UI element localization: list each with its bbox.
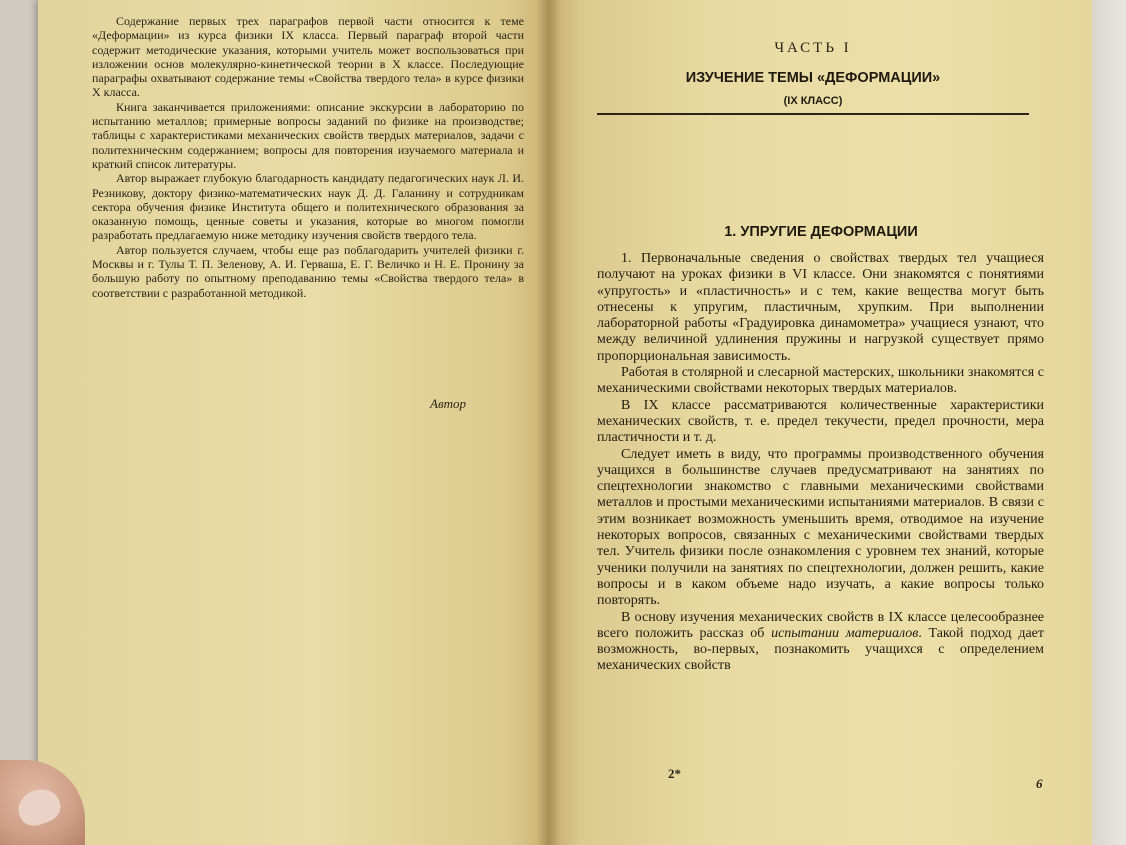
page-number: 6 [1036, 776, 1043, 791]
class-title: (IX КЛАСС) [783, 95, 843, 107]
right-paragraph-last [597, 610, 1044, 675]
part-title: ЧАСТЬ I [774, 40, 852, 56]
emphasis-text: испытании материалов [771, 625, 919, 641]
right-paragraph: Следует иметь в виду, что программы производственного обучения учащихся в большинстве случаев предусматривают на занятиях по спецтехнологии знакомство с главными механическими свойствами металлов и простыми механическими испытаниями материалов. В связи с этим возникает возможность уменьшить время, отводимое на изучение некоторых вопросов, связанных с механическими свойствами твердых тел. Учитель физики после ознакомления с уровнем тех знаний, которые ученики получили на занятиях по спецтехнологии, должен решить, какие вопросы и в каком объеме надо изучать, а какие вопросы только повторять. [597, 446, 1044, 609]
book-gutter [536, 0, 560, 845]
left-paragraph: Автор выражает глубокую благодарность кандидату педагогических наук Л. И. Резникову, доктору физико-математических наук Д. Д. Галанину и сотрудникам сектора обучения физике Института общего и политехнического образования за оказанную помощь, ценные советы и указания, которые во многом помогли разработать предлагаемую ниже методику изучения свойств твердого тела. [92, 171, 524, 243]
author-signature: Автор [430, 396, 466, 411]
left-paragraph: Книга заканчивается приложениями: описание экскурсии в лабораторию по испытанию металлов; примерные вопросы заданий по физике на производстве; таблицы с характеристиками механических свойств твердых материалов, задачи с политехническим содержанием; вопросы для повторения изучаемого материала и краткий список литературы. [92, 99, 524, 171]
last-paragraph-end: . Такой подход дает возможность, во-первых, познакомить учащихся с определением механических свойств [597, 625, 1044, 674]
right-paragraph: В IX классе рассматриваются количественные характеристики механических свойств, т. е. предел текучести, предел прочности, мера пластичности и т. д. [597, 397, 1044, 446]
header-rule [597, 113, 1029, 115]
last-paragraph-start: В основу изучения механических свойств в IX классе целесообразнее всего положить рассказ об [597, 609, 1044, 641]
right-paragraph: 1. Первоначальные сведения о свойствах твердых тел учащиеся получают на уроках физики в VI классе. Они знакомятся с понятиями «упругость» и «пластичность» и с тем, какие вещества могут быть отнесены к упругим, пластичным, хрупким. При выполнении лабораторной работы «Градуировка динамометра» учащиеся узнают, что между величиной удлинения пружины и нагрузкой существует прямо пропорциональная зависимость. [597, 251, 1044, 364]
left-page-text [92, 14, 524, 300]
background-surface [1086, 0, 1126, 845]
left-paragraph: Содержание первых трех параграфов первой части относится к теме «Деформации» из курса физики IX класса. Первый параграф второй части содержит методические указания, которыми учитель может воспользоваться при изложении основ молекулярно-кинетической теории в X классе. Последующие параграфы охватывают содержание темы «Свойства твердого тела» в курсе физики X класса. [92, 14, 524, 100]
section-title: 1. УПРУГИЕ ДЕФОРМАЦИИ [724, 224, 918, 240]
signature-mark: 2* [668, 766, 681, 781]
topic-title: ИЗУЧЕНИЕ ТЕМЫ «ДЕФОРМАЦИИ» [685, 70, 941, 86]
right-page-text [597, 251, 1044, 675]
left-paragraph: Автор пользуется случаем, чтобы еще раз поблагодарить учителей физики г. Москвы и г. Тулы Т. П. Зеленову, А. И. Герваша, Е. Г. Величко и Н. Е. Пронину за большую работу по опытному преподаванию темы «Свойства твердого тела» в соответствии с разработанной методикой. [92, 242, 524, 300]
right-paragraph: Работая в столярной и слесарной мастерских, школьники знакомятся с механическими свойствами некоторых твердых материалов. [597, 365, 1044, 397]
